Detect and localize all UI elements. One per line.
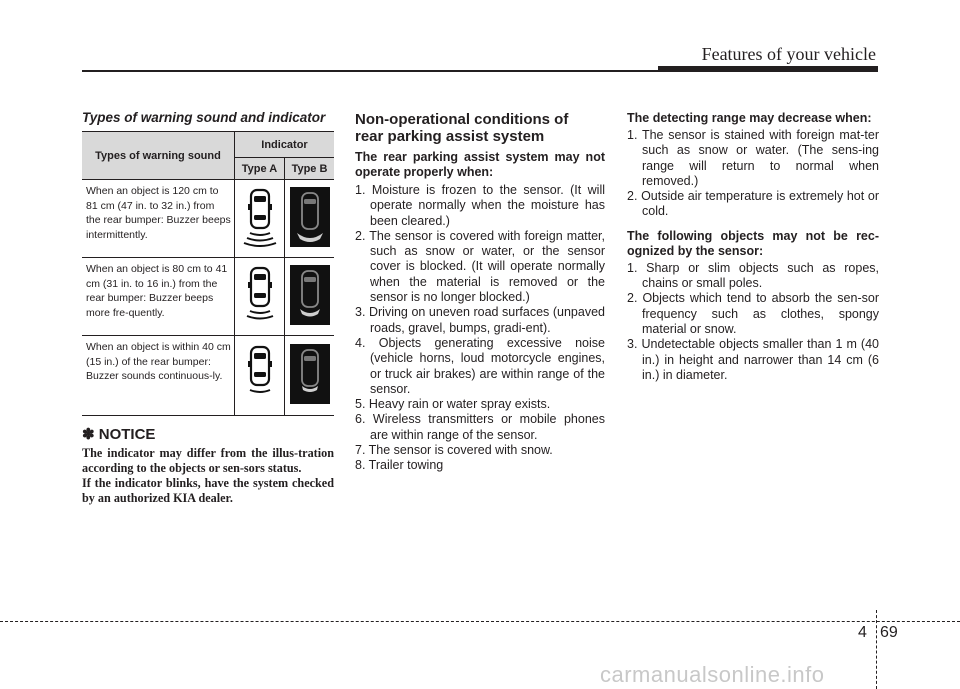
- list-item: 3. Driving on uneven road surfaces (unpaved roads, gravel, bumps, gradi-ent).: [355, 305, 605, 335]
- list-item: 2. Objects which tend to absorb the sen-sor frequency such as clothes, spongy material or snow.: [627, 291, 879, 336]
- footer-divider: [876, 610, 877, 689]
- list-item: 5. Heavy rain or water spray exists.: [355, 397, 551, 412]
- objects-list: [627, 261, 879, 383]
- list-item: 1. Moisture is frozen to the sensor. (It will operate normally when the moisture has been cleared.): [355, 183, 605, 228]
- intro-text: The detecting range may decrease when:: [627, 111, 872, 125]
- section-heading: [355, 111, 605, 145]
- list-item: 3. Undetectable objects smaller than 1 m (40 in.) in height and narrower than 14 cm (6 in.) in diameter.: [627, 337, 879, 382]
- right-column: [627, 111, 879, 383]
- table-row: [82, 180, 334, 258]
- list-item: 7. The sensor is covered with snow.: [355, 443, 553, 458]
- running-header: Features of your vehicle: [701, 44, 876, 64]
- heading-line: rear parking assist system: [355, 128, 545, 145]
- heading-line: Non-operational conditions of: [355, 111, 569, 128]
- notice-body: [82, 446, 334, 506]
- chapter-number: 4: [858, 624, 867, 641]
- notice-label: NOTICE: [98, 426, 156, 443]
- table-section-title: Types of warning sound and indicator: [82, 110, 326, 125]
- header-rule-thin: [82, 70, 878, 72]
- intro-text: The following objects may not be rec-ognized by the sensor:: [627, 228, 879, 258]
- row-description: When an object is 120 cm to 81 cm (47 in. to 32 in.) from the rear bumper: Buzzer beeps intermittently.: [82, 180, 235, 258]
- header-indicator: Indicator: [235, 132, 335, 158]
- list-item: 1. Sharp or slim objects such as ropes, chains or small poles.: [627, 260, 879, 291]
- car-sensor-type-a-icon: [241, 265, 279, 325]
- car-sensor-type-a-icon: [241, 187, 279, 247]
- row-description: When an object is 80 cm to 41 cm (31 in. to 16 in.) from the rear bumper: Buzzer beeps more fre-quently.: [82, 258, 235, 336]
- car-sensor-type-a-icon: [241, 344, 279, 404]
- list-item: 1. The sensor is stained with foreign mat-ter such as snow or water. (The sens-ing range will return to normal when removed.): [627, 128, 879, 188]
- list-item: 4. Objects generating excessive noise (vehicle horns, loud motorcycle engines, or truck air brakes) are within range of the sensor.: [355, 335, 605, 396]
- table-row: [82, 258, 334, 336]
- table-row: [82, 336, 334, 416]
- notice-text: If the indicator blinks, have the system checked by an authorized KIA dealer.: [82, 476, 334, 505]
- notice-text: The indicator may differ from the illus-tration according to the objects or sen-sors status.: [82, 446, 334, 475]
- list-item: 2. Outside air temperature is extremely hot or cold.: [627, 189, 879, 219]
- row-description: When an object is within 40 cm (15 in.) of the rear bumper: Buzzer sounds continuous-ly.: [82, 336, 235, 416]
- range-list: [627, 128, 879, 220]
- notice-star-icon: ✽: [82, 426, 95, 443]
- warning-sound-table: [82, 131, 334, 416]
- car-sensor-type-b-icon: [290, 187, 330, 247]
- page-number: 69: [880, 624, 898, 641]
- header-types: Types of warning sound: [82, 132, 235, 180]
- middle-column: [355, 111, 605, 474]
- list-item: 8. Trailer towing: [355, 458, 444, 473]
- list-item: 6. Wireless transmitters or mobile phones are within range of the sensor.: [355, 412, 605, 442]
- car-sensor-type-b-icon: [290, 344, 330, 404]
- conditions-list: [355, 183, 605, 474]
- intro-text: The rear parking assist system may not operate properly when:: [355, 150, 605, 179]
- notice-title: [82, 425, 155, 443]
- watermark-text: carmanualsonline.info: [600, 662, 825, 687]
- header-type-b: Type B: [285, 158, 335, 180]
- list-item: 2. The sensor is covered with foreign matter, such as snow or water, or the sensor cover is blocked. (It will operate normally when the material is removed or the sensor is no longer blocked.): [355, 228, 605, 305]
- car-sensor-type-b-icon: [290, 265, 330, 325]
- header-type-a: Type A: [235, 158, 285, 180]
- footer-rule: [0, 621, 960, 622]
